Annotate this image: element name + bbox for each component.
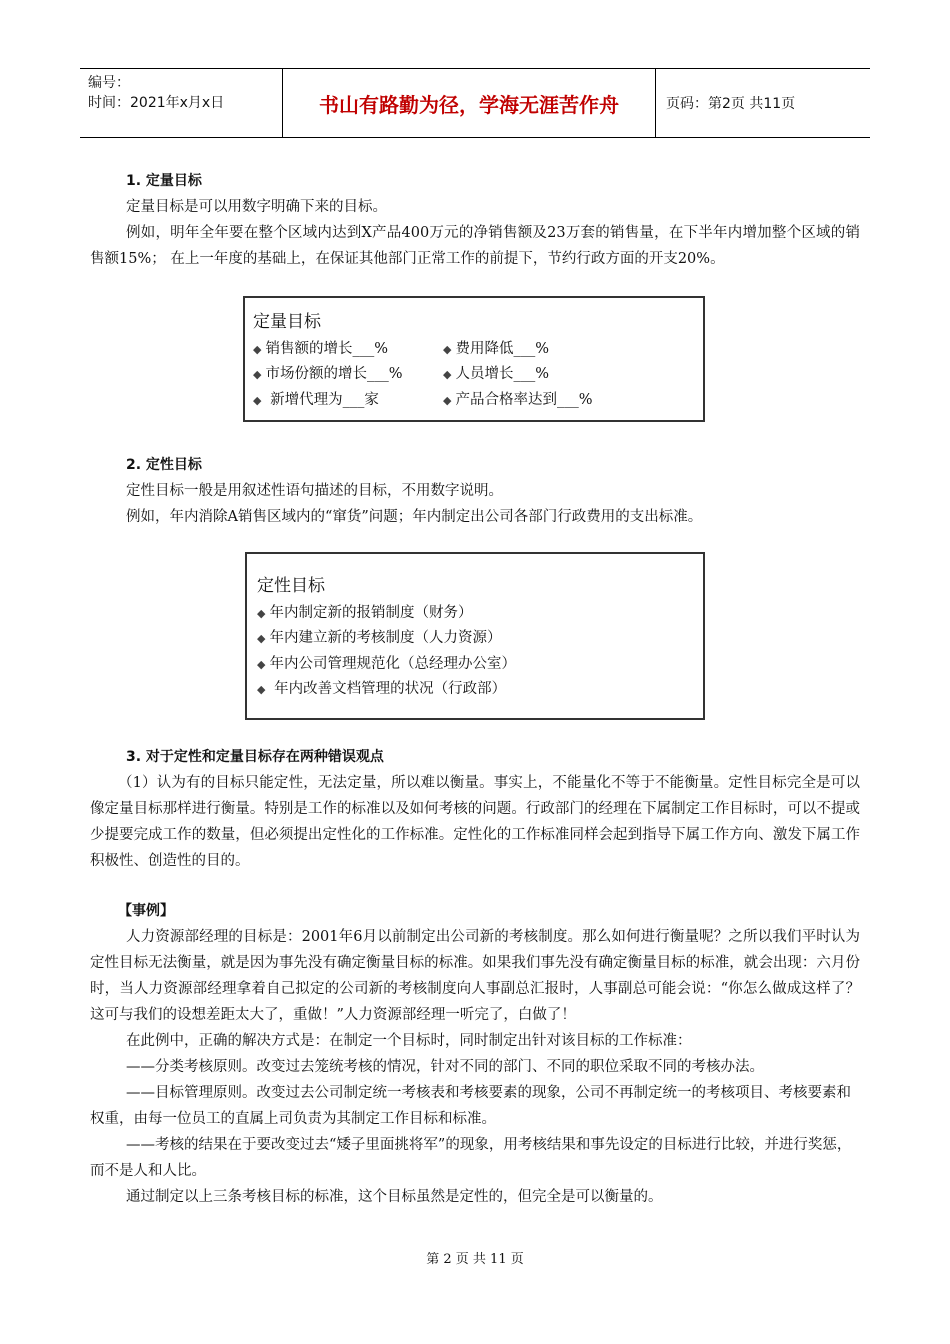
header-page-code: 页码：第2页 共11页 — [666, 96, 796, 112]
section1-para1: 定量目标是可以用数字明确下来的目标。 — [126, 199, 387, 215]
diamond-bullet-icon: ◆ — [443, 342, 452, 356]
header-motto: 书山有路勤为径，学海无涯苦作舟 — [282, 69, 656, 137]
page-header — [80, 68, 870, 138]
box-item: ◆ 人员增长___% — [443, 366, 549, 382]
box-item: ◆ 新增代理为___家 — [253, 391, 379, 408]
diamond-bullet-icon: ◆ — [443, 393, 452, 407]
number-label: 编号： — [88, 75, 130, 91]
case-item1: ——分类考核原则。改变过去笼统考核的情况，针对不同的部门、不同的职位采取不同的考核办法。 — [126, 1059, 764, 1075]
document-body — [90, 168, 860, 1210]
section3-heading: 3. 对于定性和定量目标存在两种错误观点 — [126, 749, 384, 765]
box-item: ◆ 年内改善文档管理的状况（行政部） — [257, 681, 507, 697]
case-para3: 通过制定以上三条考核目标的标准，这个目标虽然是定性的，但完全是可以衡量的。 — [126, 1189, 663, 1205]
diamond-bullet-icon: ◆ — [257, 606, 266, 620]
qualitative-goals-box — [245, 552, 705, 720]
quantitative-goals-box — [243, 296, 705, 422]
section2-para1: 定性目标一般是用叙述性语句描述的目标，不用数字说明。 — [126, 483, 503, 499]
section1-heading: 1. 定量目标 — [126, 173, 202, 189]
section2-para2: 例如，年内消除A销售区域内的“窜货”问题；年内制定出公司各部门行政费用的支出标准。 — [126, 509, 703, 525]
diamond-bullet-icon: ◆ — [253, 393, 262, 407]
qualitative-box-title: 定性目标 — [257, 576, 325, 596]
quantitative-box-title: 定量目标 — [253, 312, 321, 332]
box-item: ◆ 销售额的增长___% — [253, 340, 388, 357]
section2-heading: 2. 定性目标 — [126, 457, 202, 473]
case-heading: 【事例】 — [118, 903, 174, 919]
box-item: ◆ 年内制定新的报销制度（财务） — [257, 604, 473, 621]
box-item: ◆ 年内建立新的考核制度（人力资源） — [257, 630, 502, 646]
diamond-bullet-icon: ◆ — [257, 657, 266, 671]
diamond-bullet-icon: ◆ — [257, 683, 266, 696]
time-label: 时间：2021年x月x日 — [88, 95, 225, 111]
box-item: ◆ 产品合格率达到___% — [443, 391, 593, 408]
box-item: ◆ 市场份额的增长___% — [253, 366, 403, 382]
box-item: ◆ 费用降低___% — [443, 340, 549, 357]
section3-para1: （1）认为有的目标只能定性，无法定量，所以难以衡量。事实上，不能量化不等于不能衡量。定性目标完全是可以像定量目标那样进行衡量。特别是工作的标准以及如何考核的问题。行政部门的经理在下属制定工作目标时，可以不提或少提要完成工作的数量，但必须提出定性化的工作标准。定性化的工作标准同样会起到指导下属工作方向、激发下属工作积极性、创造性的目的。 — [90, 775, 860, 869]
section1-para2: 例如，明年全年要在整个区域内达到X产品400万元的净销售额及23万套的销售量，在下半年内增加整个区域的销售额15%； 在上一年度的基础上，在保证其他部门正常工作的前提下，节约行政方面的开支20%。 — [90, 225, 860, 267]
case-para1: 人力资源部经理的目标是：2001年6月以前制定出公司新的考核制度。那么如何进行衡量呢？之所以我们平时认为定性目标无法衡量，就是因为事先没有确定衡量目标的标准。如果我们事先没有确定衡量目标的标准，就会出现：六月份时，当人力资源部经理拿着自己拟定的公司新的考核制度向人事副总汇报时，人事副总可能会说：“你怎么做成这样了？这可与我们的设想差距太大了，重做！”人力资源部经理一听完了，白做了！ — [90, 929, 860, 1023]
page-footer: 第 2 页 共 11 页 — [426, 1252, 524, 1267]
box-item: ◆ 年内公司管理规范化（总经理办公室） — [257, 655, 516, 672]
case-item3: ——考核的结果在于要改变过去“矮子里面挑将军”的现象，用考核结果和事先设定的目标进行比较，并进行奖惩，而不是人和人比。 — [90, 1137, 852, 1179]
diamond-bullet-icon: ◆ — [253, 342, 262, 356]
case-para2: 在此例中，正确的解决方式是：在制定一个目标时，同时制定出针对该目标的工作标准： — [126, 1033, 692, 1049]
diamond-bullet-icon: ◆ — [443, 368, 452, 381]
case-item2: ——目标管理原则。改变过去公司制定统一考核表和考核要素的现象，公司不再制定统一的考核项目、考核要素和权重，由每一位员工的直属上司负责为其制定工作目标和标准。 — [90, 1085, 851, 1127]
diamond-bullet-icon: ◆ — [257, 632, 266, 645]
header-meta — [80, 69, 282, 137]
diamond-bullet-icon: ◆ — [253, 368, 262, 381]
